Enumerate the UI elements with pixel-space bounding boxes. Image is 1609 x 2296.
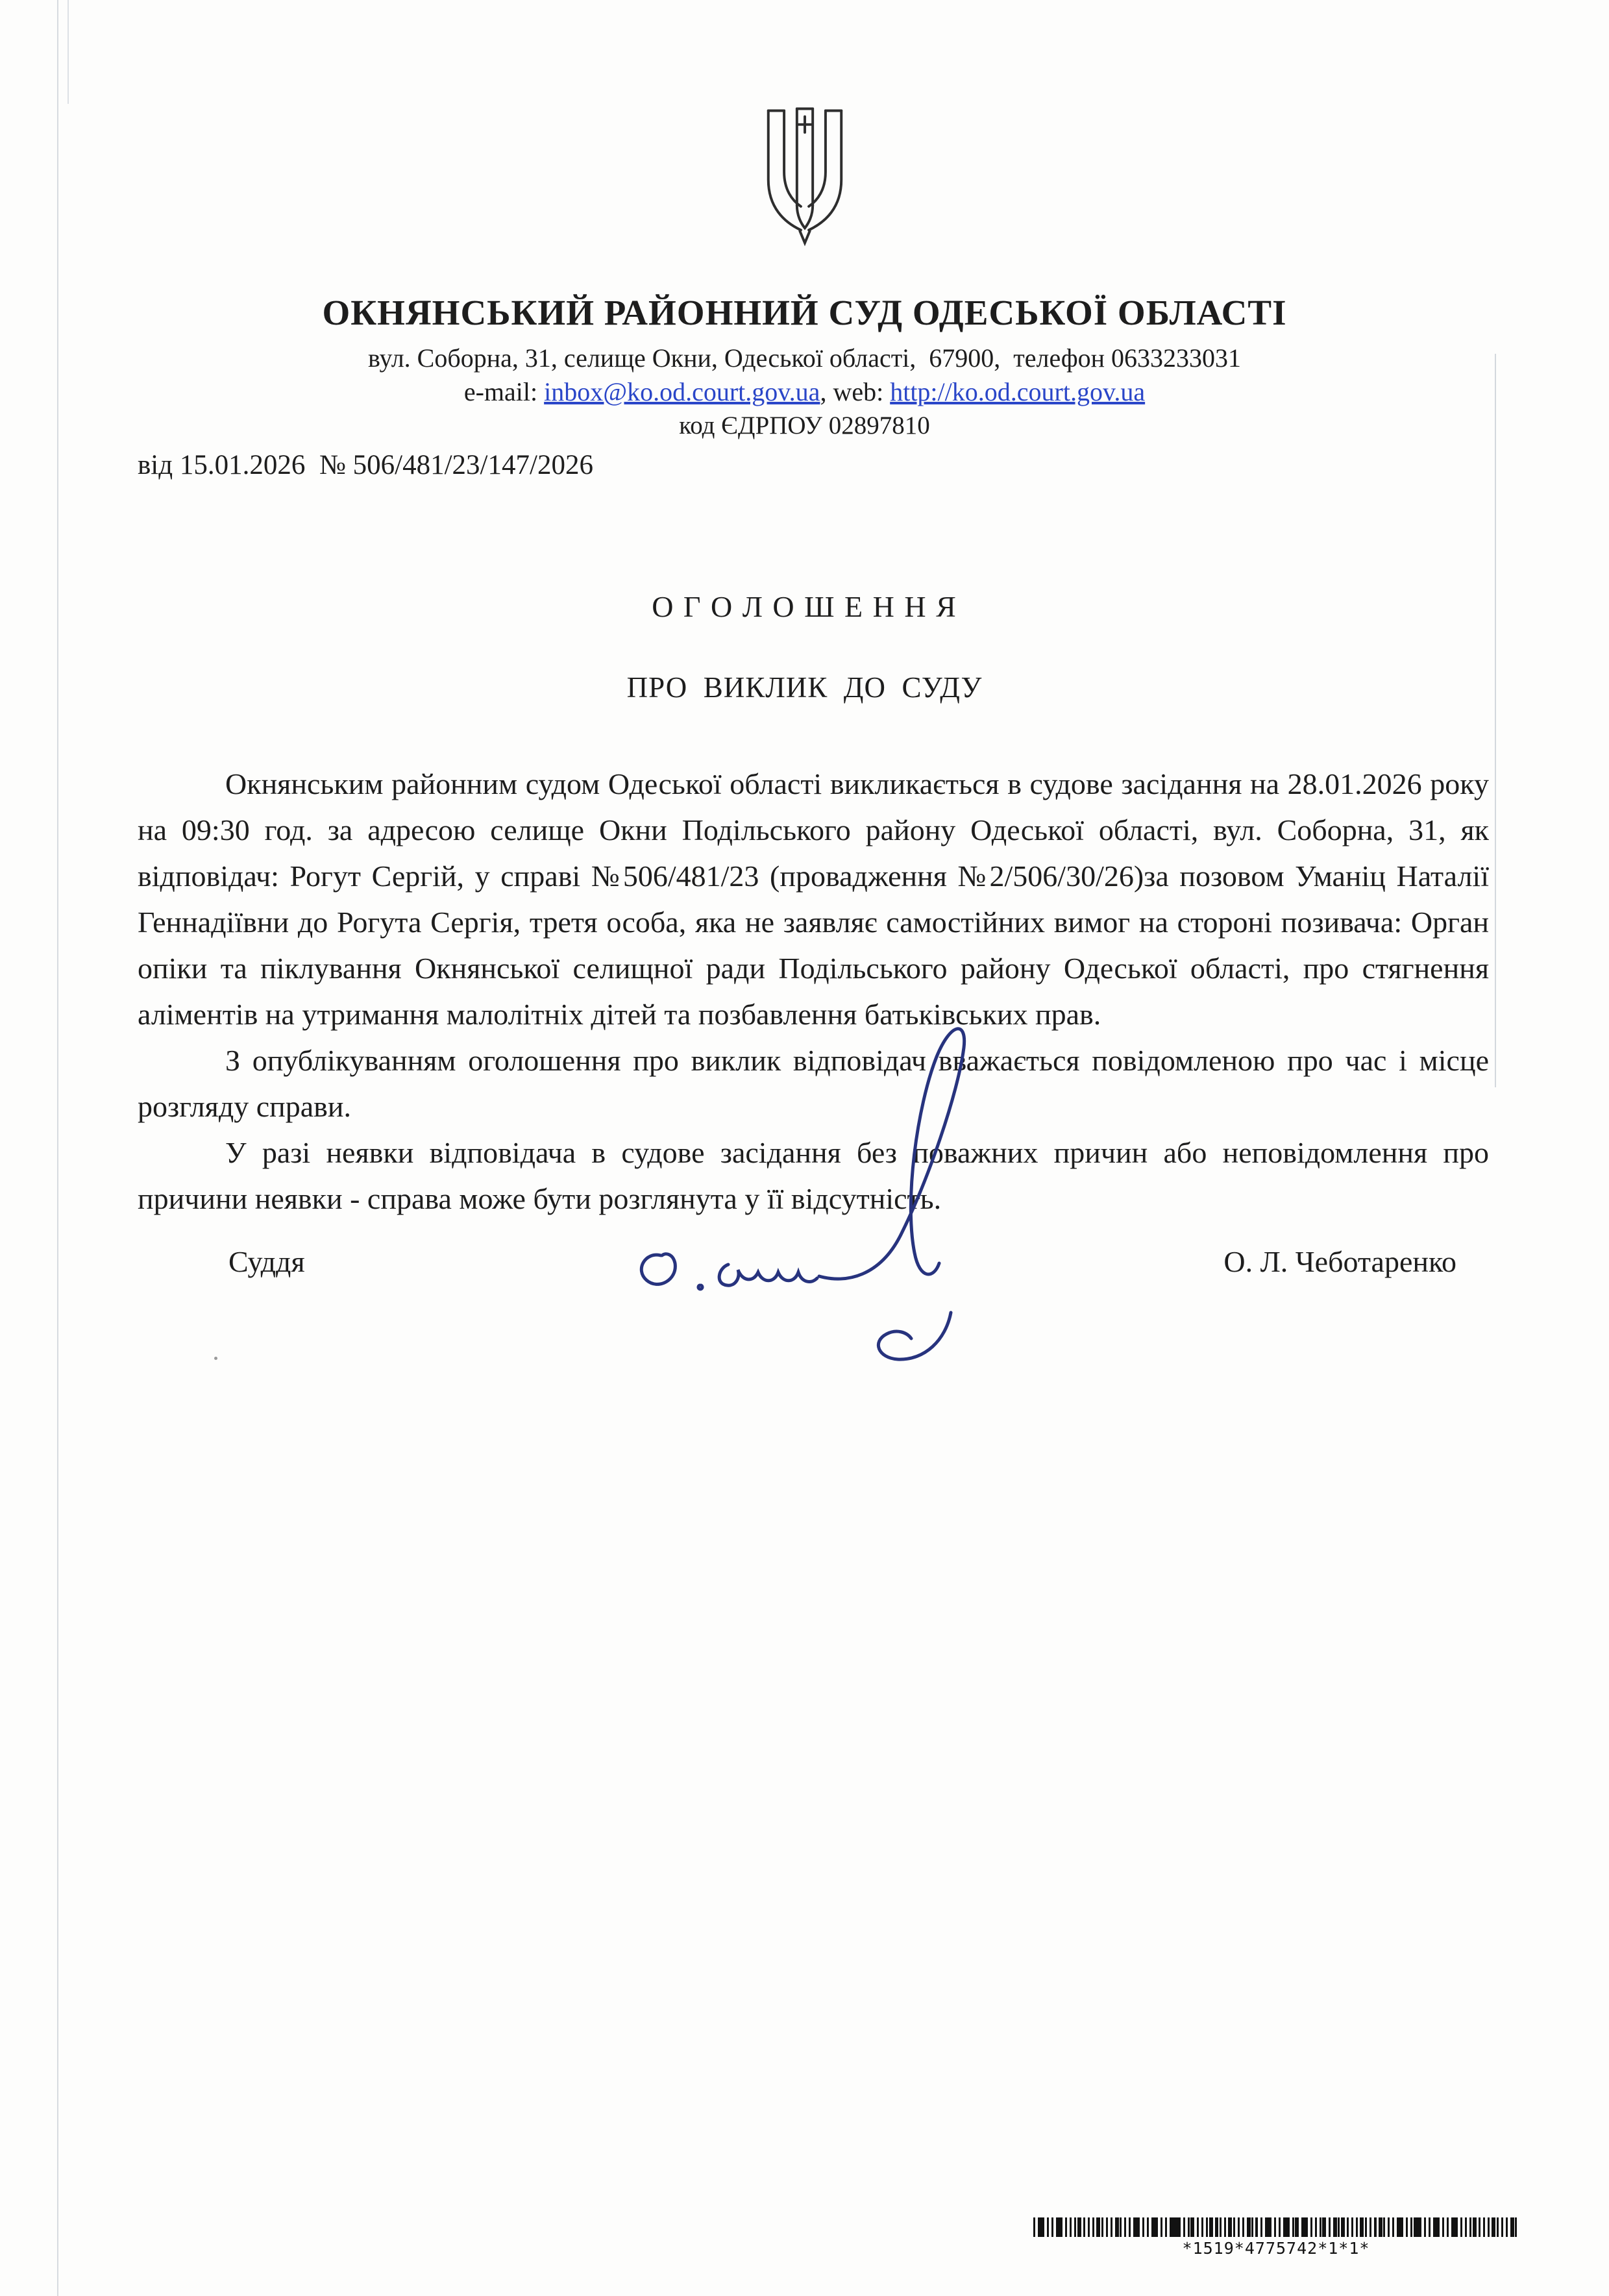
web-link[interactable]: http://ko.od.court.gov.ua [890, 377, 1146, 406]
title-announcement: О Г О Л О Ш Е Н Н Я [652, 590, 957, 623]
email-link[interactable]: inbox@ko.od.court.gov.ua [544, 377, 820, 406]
judge-name: О. Л. Чеботаренко [1223, 1245, 1456, 1278]
email-label: e-mail: [463, 377, 545, 406]
court-name: ОКНЯНСЬКИЙ РАЙОННИЙ СУД ОДЕСЬКОЇ ОБЛАСТІ [322, 293, 1287, 332]
barcode-text: *1519*4775742*1*1* [1182, 2239, 1370, 2258]
letterhead [0, 293, 1609, 443]
body-paragraph-1: Окнянським районним судом Одеської області викликається в судове засідання на 28.01.2026 року на 09:30 год. за адресою селище Окни Подільського району Одеської області, вул. Соборна, 31, як відповідач: Рогут Сергій, у справі №506/481/23 (провадження №2/506/30/26)за позовом Уманіц Наталії Геннадіївни до Рогута Сергія, третя особа, яка не заявляє самостійних вимог на стороні позивача: Орган опіки та піклування Окнянської селищної ради Подільського району Одеської області, про стягнення аліментів на утримання малолітніх дітей та позбавлення батьківських прав. [138, 767, 1489, 1031]
barcode-image [1033, 2217, 1519, 2237]
body-paragraph-3: У разі неявки відповідача в судове засідання без поважних причин або неповідомлення про причини неявки - справа може бути розглянута у її відсутність. [138, 1136, 1489, 1215]
document-body [138, 761, 1489, 1222]
scan-artifact-line [68, 0, 69, 104]
scan-artifact-line [1495, 354, 1496, 1087]
document-date-number: від 15.01.2026 № 506/481/23/147/2026 [138, 450, 593, 480]
barcode-block [1033, 2217, 1519, 2258]
judge-role-label: Суддя [228, 1245, 305, 1278]
title-summons: ПРО ВИКЛИК ДО СУДУ [626, 671, 983, 704]
scan-artifact-dot [214, 1357, 217, 1360]
document-title [0, 589, 1609, 704]
body-paragraph-2: З опублікуванням оголошення про виклик відповідач вважається повідомленою про час і місце розгляду справи. [138, 1044, 1489, 1123]
edrpou-code: код ЄДРПОУ 02897810 [679, 412, 930, 439]
court-address: вул. Соборна, 31, селище Окни, Одеської області, 67900, телефон 0633233031 [367, 343, 1242, 373]
web-label: , web: [820, 377, 890, 406]
signature-row [138, 1244, 1489, 1279]
ukraine-trident-emblem-icon [755, 103, 854, 268]
court-contacts [0, 375, 1609, 409]
